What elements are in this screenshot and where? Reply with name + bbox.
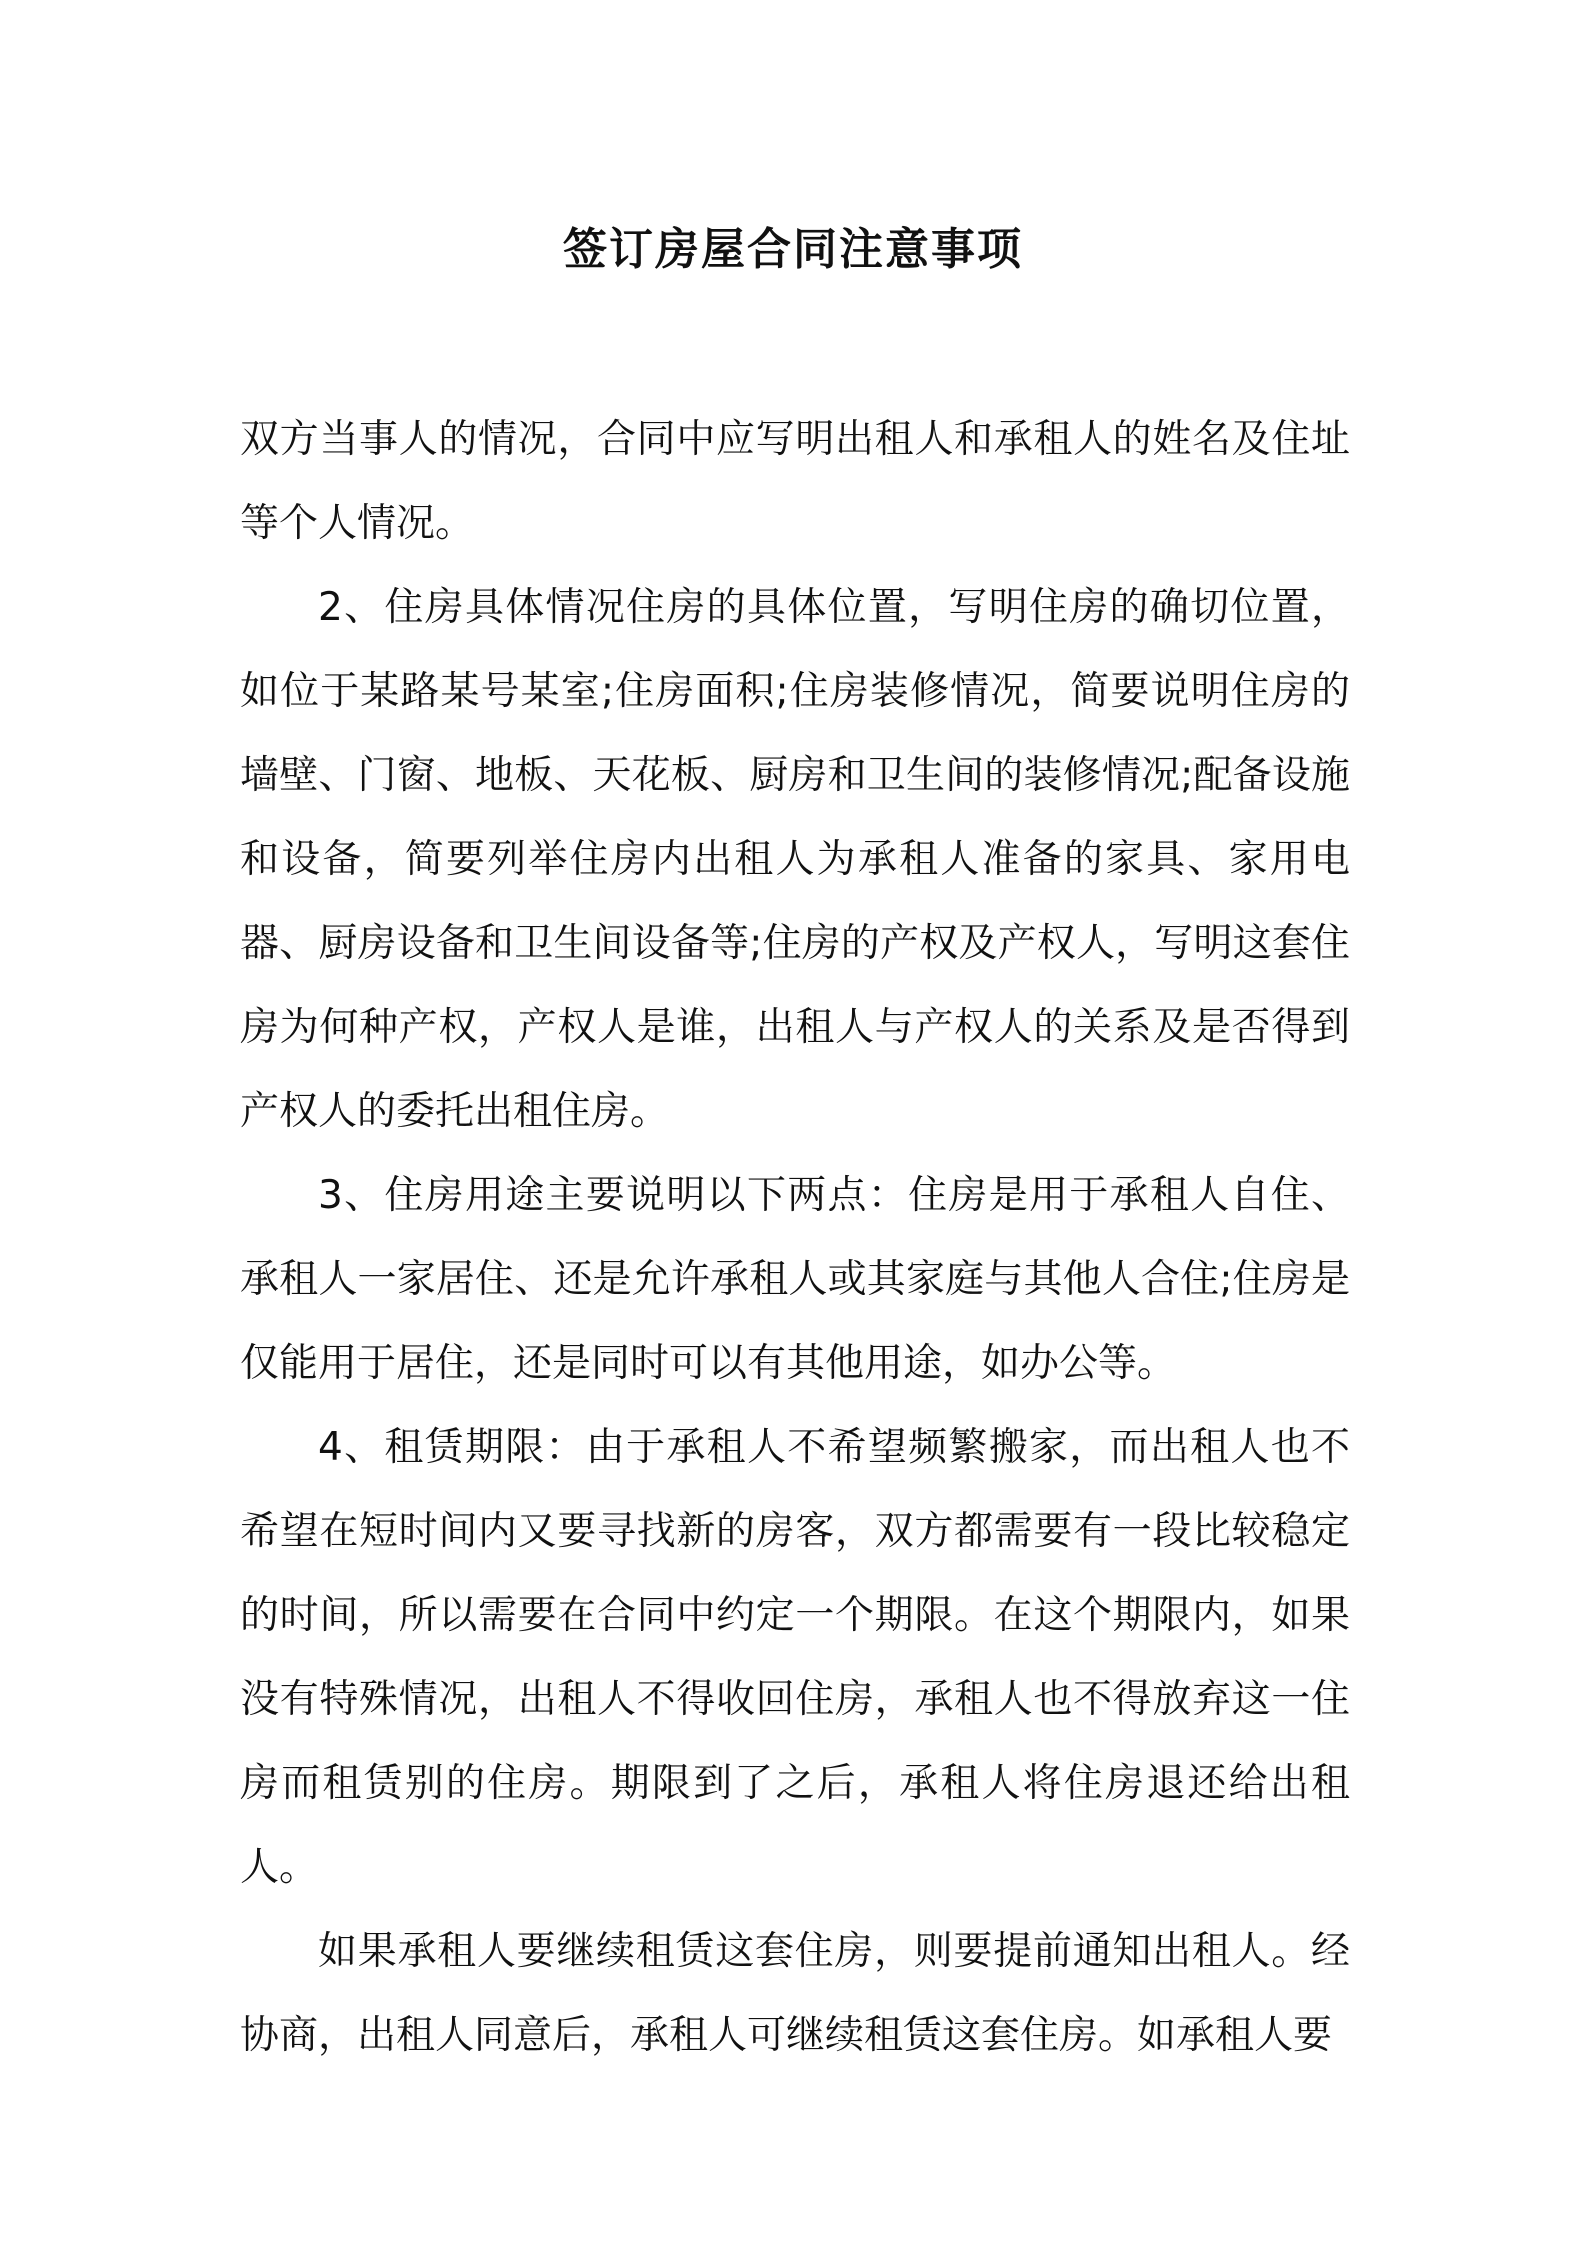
paragraph-housing-details: 2、住房具体情况住房的具体位置，写明住房的确切位置，如位于某路某号某室;住房面积;住房装修情况，简要说明住房的墙壁、门窗、地板、天花板、厨房和卫生间的装修情况;配备设施和设备，简要列举住房内出租人为承租人准备的家具、家用电器、厨房设备和卫生间设备等;住房的产权及产权人，写明这套住房为何种产权，产权人是谁，出租人与产权人的关系及是否得到产权人的委托出租住房。 (240, 585, 1350, 1134)
paragraph-lease-renewal: 如果承租人要继续租赁这套住房，则要提前通知出租人。经协商，出租人同意后，承租人可继续租赁这套住房。如承租人要 (240, 1929, 1350, 2058)
document-body (240, 398, 1350, 2078)
document-title: 签订房屋合同注意事项 (563, 224, 1023, 275)
paragraph-lease-term: 4、租赁期限：由于承租人不希望频繁搬家，而出租人也不希望在短时间内又要寻找新的房客，双方都需要有一段比较稳定的时间，所以需要在合同中约定一个期限。在这个期限内，如果没有特殊情况，出租人不得收回住房，承租人也不得放弃这一住房而租赁别的住房。期限到了之后，承租人将住房退还给出租人。 (240, 1425, 1350, 1890)
paragraph-parties: 双方当事人的情况，合同中应写明出租人和承租人的姓名及住址等个人情况。 (240, 417, 1350, 546)
paragraph-housing-use: 3、住房用途主要说明以下两点：住房是用于承租人自住、承租人一家居住、还是允许承租人或其家庭与其他人合住;住房是仅能用于居住，还是同时可以有其他用途，如办公等。 (240, 1173, 1350, 1386)
